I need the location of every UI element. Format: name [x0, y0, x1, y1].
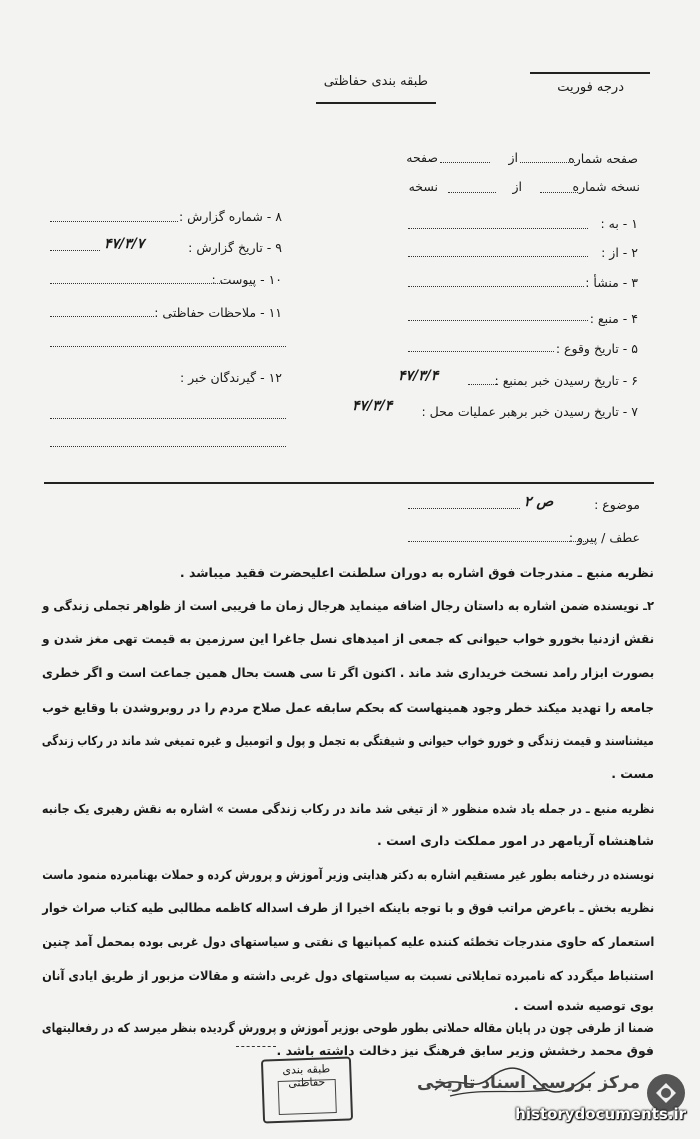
report-date-dots [50, 250, 100, 251]
field-report-date: ۹ - تاریخ گزارش : [188, 240, 282, 255]
body-line: نقش ازدنیا بخورو خواب حیوانی که جمعی از امیدهای نسل جاغرا این سرزمین به قیمت تهی مغز شدن و [41, 631, 654, 646]
field-occurrence-date: ۵ - تاریخ وقوع : [555, 341, 638, 356]
ops-received-date-value: ۴۷/۳/۴ [352, 398, 393, 414]
report-date-value: ۴۷/۳/۷ [104, 236, 145, 252]
body-line: میشناسند و قیمت زندگی و خورو خواب حیوانی و شیفتگی به تجمل و پول و اتومبیل و غیره تمیغی شد ماند در رکاب زندگی [42, 733, 654, 748]
copy-number-dots [540, 192, 578, 193]
page-number-label: صفحه شماره [568, 151, 638, 166]
security-notes-dots [50, 316, 154, 317]
field-attachment: ۱۰ - پیوست : [211, 272, 282, 287]
field-from-dots [408, 256, 588, 257]
body-line: استعمار که حاوی مندرجات تخطئه کننده علیه کمپانیها ی نفتی و سیاستهای دول غربی بوده بمحمل آمد چنین [41, 934, 654, 949]
field-to-dots [408, 228, 588, 229]
field-source-dots [408, 320, 588, 321]
body-line: بصورت ابزار رامد نسخت خریداری شد ماند . اکنون اگر تا سی هست بحال همین جماعت است و اگر خطری [41, 665, 654, 680]
watermark-url: historydocuments.ir [515, 1105, 686, 1123]
copy-label: نسخه [408, 179, 438, 194]
body-line: نظریه منبع ـ در جمله یاد شده منظور « از تیغی شد ماند در رکاب زندگی مست » اشاره به نقش رهبری یک جانبه [41, 801, 654, 816]
urgency-label: درجه فوریت [557, 80, 624, 95]
field-origin: ۳ - منشأ : [585, 275, 638, 290]
field-recipients: ۱۲ - گیرندگان خبر : [179, 370, 282, 385]
field-from: ۲ - از : [601, 245, 638, 260]
field-ops-received-date: ۷ - تاریخ رسیدن خبر برهبر عملیات محل : [421, 404, 638, 419]
field-security-notes: ۱۱ - ملاحظات حفاظتی : [154, 305, 282, 320]
source-received-date-value: ۴۷/۳/۴ [398, 368, 439, 384]
recipients-dots-1 [50, 418, 286, 419]
source-received-dots [468, 384, 498, 385]
page-label: صفحه [406, 150, 438, 165]
subject-label: موضوع : [594, 497, 640, 512]
body-line: نویسنده در رخنامه بطور غیر مستقیم اشاره به دکتر هدایتی وزیر آموزش و پرورش کرده و حملات بهنامبرده منمود ماست [42, 867, 654, 882]
body-line: نظریه منبع ـ مندرجات فوق اشاره به دوران سلطنت اعلیحضرت فقید میباشد . [179, 565, 654, 580]
archive-watermark [392, 1069, 692, 1131]
section-divider [44, 482, 654, 484]
reference-dots [408, 541, 588, 542]
field-occurrence-dots [408, 351, 554, 352]
field-source: ۴ - منبع : [589, 311, 638, 326]
stamp-title: طبقه بندی حفاظتی [282, 1062, 331, 1090]
report-number-dots [50, 221, 178, 222]
field-report-number: ۸ - شماره گزارش : [178, 209, 282, 224]
body-line: استنباط میگردد که نامبرده تمایلاتی نسبت به سیاستهای دول غربی داشته و مقالات مزبور از طریق ایادی آنان [42, 968, 654, 983]
reference-label: عطف / پیرو : [568, 530, 640, 545]
body-line: فوق محمد رخشش وزیر سابق فرهنگ نیز دخالت داشته باشد . [276, 1043, 654, 1058]
stamp-inner-box [278, 1079, 337, 1115]
copy-total-dots [448, 192, 496, 193]
body-line: مست . [611, 766, 654, 781]
closing-underline [236, 1046, 276, 1047]
field-source-received-date: ۶ - تاریخ رسیدن خبر بمنبع : [494, 373, 638, 388]
body-line: جامعه را تهدید میکند خطر وجود همینهاست که بحکم سابقه عمل صلاح مردم را در روبروشدن با وقایع خوب [42, 700, 654, 715]
classification-underline [316, 102, 436, 104]
body-line: بوی توصیه شده است . [513, 998, 654, 1013]
watermark-text: مرکز بررسی اسناد تاریخی [417, 1073, 640, 1093]
page-of-label: از [508, 150, 518, 165]
subject-dots [408, 508, 520, 509]
urgency-rule [530, 72, 650, 74]
body-line: نظریه بخش ـ باعرض مراتب فوق و با توجه باینکه اخیرا از طرف اسداله کاظمه مطالبی طیه کتاب صراث خوار [41, 900, 654, 915]
classification-stamp [261, 1056, 353, 1123]
body-line: ۲ـ نویسنده ضمن اشاره به داستان رجال اضافه مینماید هرجال زمان ما فریبی است از ظواهر تجملی زندگی و [42, 598, 654, 613]
page-total-dots [440, 162, 490, 163]
field-origin-dots [408, 286, 584, 287]
subject-value: ص ۲ [524, 494, 554, 510]
page-number-dots [520, 162, 575, 163]
body-line: ضمنا از طرفی چون در پایان مقاله حملاتی بطور طوحی بوزیر آموزش و پرورش گردیده بنظر میرسد که در رفعالیتهای [41, 1020, 654, 1035]
classification-label: طبقه بندی حفاظتی [323, 74, 428, 89]
attachment-dots [50, 283, 228, 284]
recipients-dots-2 [50, 446, 286, 447]
copy-number-label: نسخه شماره [572, 179, 640, 194]
copy-of-label: از [512, 179, 522, 194]
field-to: ۱ - به : [600, 216, 638, 231]
security-notes-dots-2 [50, 346, 286, 347]
body-line: شاهنشاه آریامهر در امور مملکت داری است . [377, 833, 654, 848]
